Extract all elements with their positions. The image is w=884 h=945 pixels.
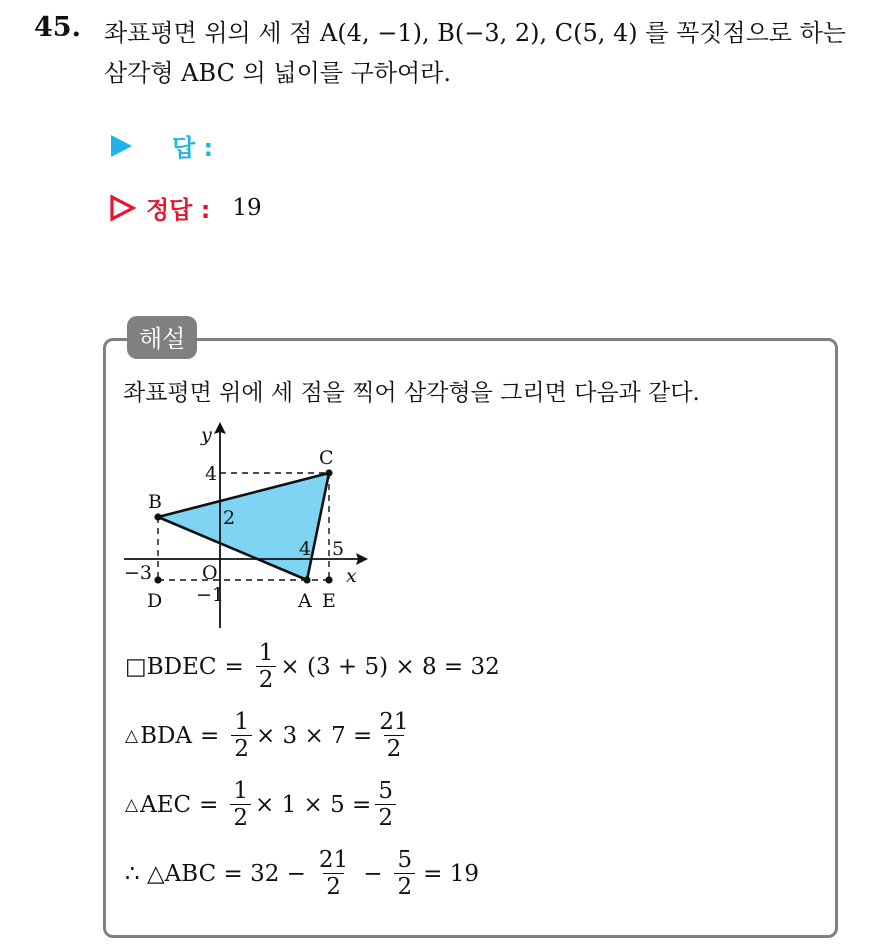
- filled-triangle-arrow-icon: [108, 133, 134, 159]
- label-c: C: [319, 447, 334, 469]
- equation-bda: [125, 710, 416, 763]
- eq3-equals: =: [199, 792, 219, 819]
- origin-label: O: [202, 562, 218, 584]
- eq4-numerator-2: 5: [397, 847, 413, 873]
- equation-aec: [125, 779, 400, 832]
- eq4-numerator-1: 21: [318, 847, 349, 873]
- eq4-prefix: ∴ △ABC = 32 −: [125, 861, 306, 888]
- label-d: D: [147, 590, 163, 612]
- eq4-fraction-2: [394, 848, 415, 901]
- tick-label-4-y: 4: [205, 463, 218, 485]
- outline-triangle-arrow-icon: [108, 194, 136, 222]
- point-b: [154, 513, 161, 520]
- tick-label-neg3: −3: [124, 562, 153, 584]
- eq3-denominator: 2: [230, 804, 251, 831]
- eq2-denominator: 2: [231, 735, 252, 762]
- solution-tab: 해설: [127, 316, 197, 359]
- eq2-numerator: 1: [234, 709, 249, 735]
- eq2-result-denominator: 2: [384, 735, 405, 762]
- eq4-minus: −: [363, 861, 383, 888]
- eq4-fraction-1: [316, 848, 351, 901]
- answer-row: [108, 128, 213, 163]
- eq4-result: = 19: [423, 861, 479, 888]
- label-b: B: [148, 491, 162, 513]
- eq1-rest: × (3 + 5) × 8 = 32: [280, 654, 500, 681]
- x-axis-label: x: [346, 565, 357, 587]
- y-axis-label: y: [201, 424, 212, 446]
- point-d: [154, 576, 161, 583]
- eq2-middle: × 3 × 7 =: [255, 723, 373, 750]
- eq1-denominator: 2: [256, 666, 277, 693]
- correct-answer-value: 19: [232, 194, 262, 221]
- tick-label-4-x: 4: [299, 538, 312, 560]
- label-e: E: [322, 590, 336, 612]
- eq2-result-numerator: 21: [379, 709, 409, 735]
- label-a: A: [298, 590, 312, 612]
- correct-answer-label: 정답 :: [146, 196, 211, 224]
- triangle-abc: [158, 473, 329, 580]
- eq4-denominator-2: 2: [394, 873, 415, 900]
- eq3-result-fraction: [375, 779, 396, 832]
- tick-label-5: 5: [332, 538, 345, 560]
- point-a: [303, 576, 310, 583]
- equation-bdec: [125, 641, 500, 694]
- tick-label-neg1: −1: [196, 584, 225, 606]
- point-e: [325, 576, 332, 583]
- triangle-symbol: △: [125, 795, 139, 816]
- eq3-result-denominator: 2: [375, 804, 396, 831]
- point-c: [325, 469, 332, 476]
- eq3-result-numerator: 5: [378, 778, 393, 804]
- eq3-middle: × 1 × 5 =: [255, 792, 372, 819]
- triangle-symbol: △: [125, 726, 139, 747]
- eq1-lhs: □BDEC: [125, 654, 217, 681]
- eq1-equals: =: [224, 654, 244, 681]
- triangle-figure: [110, 412, 380, 637]
- answer-label: 답 :: [172, 134, 214, 162]
- equation-abc: [125, 848, 479, 901]
- eq2-fraction: [231, 710, 252, 763]
- eq1-fraction: [256, 641, 277, 694]
- question-text-line2: 삼각형 ABC 의 넓이를 구하여라.: [104, 59, 451, 87]
- eq4-denominator-1: 2: [323, 873, 344, 900]
- tick-label-2: 2: [223, 507, 236, 529]
- eq3-fraction: [230, 779, 251, 832]
- eq2-lhs: BDA: [140, 723, 193, 750]
- eq2-equals: =: [200, 723, 220, 750]
- question-text-line1: 좌표평면 위의 세 점 A(4, −1), B(−3, 2), C(5, 4) 를 꼭짓점으로 하는: [104, 19, 846, 47]
- question-number: 45.: [34, 12, 81, 43]
- solution-intro: 좌표평면 위에 세 점을 찍어 삼각형을 그리면 다음과 같다.: [123, 380, 700, 406]
- eq2-result-fraction: [376, 710, 411, 763]
- eq3-lhs: AEC: [140, 792, 192, 819]
- correct-answer-row: [108, 190, 262, 225]
- eq3-numerator: 1: [233, 778, 248, 804]
- eq1-numerator: 1: [258, 640, 274, 666]
